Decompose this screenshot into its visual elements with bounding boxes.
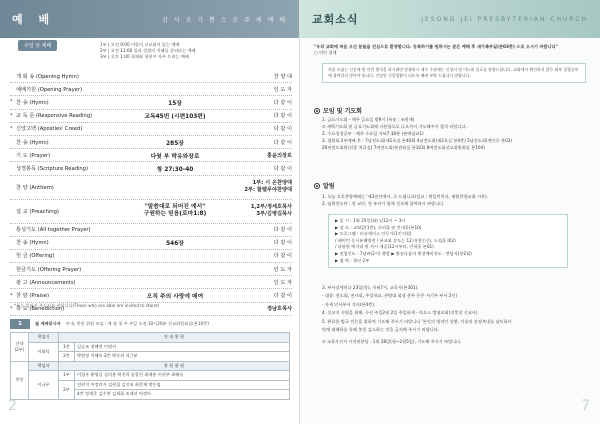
stand-marker: * [10,125,13,132]
info-line: / 다양한 먹거리 및 사시 제공(12시부터, 안내홀 본01) [335,244,434,250]
order-row [10,110,292,123]
order-detail: 다윗 부 박유와장로 [150,153,200,160]
page-number: 7 [581,398,590,414]
sermon-title [120,204,230,218]
column-header: 책임자 [29,361,59,371]
info-line: ▶ 전업인도 : 7남바(2시) 출발 ▶ 방송다음의 출장예비진도 : 봉담자(본2회) [335,250,472,256]
members-cell: 전현석 이정미자 김현집 김인조 최문재 박동임 [75,380,290,390]
list-item: 3. 부서장세미나 23일(목), 저녁7시, 교목사(본301). [322,285,419,290]
order-row [10,289,292,302]
order-item: 찬 양 (Anthem) [16,184,54,191]
order-row [10,276,292,289]
page-number: 2 [8,398,17,414]
column-header: 안 내 위 원 [59,333,290,343]
list-item: 2. 수요성경공부 - 매주 수요일 저녁7:30분 (본에임교1) [322,131,424,136]
order-row [10,149,292,162]
list-item: ⊙ 교육자선서 시작된본당 - 1월 28일(월~2월5일), 기도해 주시기 바랍니다. [322,339,462,345]
meetings-title: 모임 및 기도회 [323,108,362,115]
order-row [10,263,292,276]
service-time: 3부 | 오후 1:00 형제와 청년이 자주 드리는 예배 [100,54,189,60]
order-leader: 다 같 이 [273,113,292,120]
order-item: 찬 양 (Praise) [16,293,50,300]
stand-marker: * [10,112,13,119]
more-notices-list [322,284,594,347]
meetings-list [322,116,594,151]
order-detail: 546장 [166,241,184,248]
part-cell: 1부 [59,371,75,381]
order-item: 축 도 (Benediction) [16,306,65,313]
list-item: - 자세 인사부서 석사(본4층). [322,301,376,307]
stand-marker: * [10,292,13,299]
leader-cell: 이화덕 [29,342,59,361]
notices-list [322,193,594,207]
table-row [11,371,290,381]
right-header-title: 교회소식 [312,13,359,26]
stand-marker: * [10,99,13,106]
newcomer-guide-box: 처음 오셨는 신분께 및 이민 출석을 하시려면 말씀하시 제주 주관에는 신청서 및 이드된 물료를 말씀드립니다. 교회에서 확인하지 않은 외부 성경공부에 참여하지 말아야 합니다. 건강한 신앙생활이 되도록 배려 부탁 드립니다 말씀니다. [322,63,586,83]
info-line: / 페이턴 동시유해방전 / 분교회 상도는 12시(전동신), 드림홀 II(2) [335,237,456,243]
order-item: 찬 송 (Hymn) [16,99,49,106]
anthem-choirs [244,180,292,194]
order-leader: 인 도 자 [273,86,292,93]
order-item: 신앙고백 (Apostles' Creed) [16,126,83,133]
meetings-heading [314,106,362,115]
order-row [10,250,292,263]
order-row [10,83,292,96]
sermon-title-line: "말씀대로 되어진 예서" [144,204,206,210]
welcome-subheading: ○ 어딘 경계 [314,50,337,55]
service-times [100,42,196,61]
order-item: 설 교 (Preaching) [16,208,59,215]
list-item: 4. 신교지 지원을 위해, 수선 주일2월 2일 주일하게 - 라오스 캠핑교회(전후당 신교사). [322,310,479,316]
members-cell: 김승조 정혜연 이명지 [75,342,290,352]
service-time: 1부 | 오전 9:00 이랑의 선교회이 있는 예배 [100,42,180,47]
order-leader: 정남호목사 [266,306,292,313]
order-detail: 창 27:30-40 [156,166,194,173]
bullet-icon [314,183,320,189]
order-detail: 15장 [168,100,182,107]
order-leader: 찬 양 대 [273,73,292,80]
row-label: 안내 (2부) [11,333,29,362]
order-leader: 홍윤의장로 [266,152,292,159]
list-item: 5. 완료한 범국 언론을 위하여 기도해 주시기 바랍니다 '본인의 영적인 상황, 이웃과 관장보내를 남도하사 [322,318,512,324]
order-row [10,224,292,237]
preacher-2: 3부/김병길목사 [256,211,292,217]
order-item: 헌 금 (Offering) [16,253,55,260]
volunteer-table [10,332,290,400]
order-leader: 다 같 이 [273,293,292,300]
notices-heading [314,181,335,190]
order-item: 찬 송 (Hymn) [16,139,49,146]
leader-cell: 이규우 [29,371,59,400]
order-of-worship [10,70,292,316]
list-item: ⊙ 새벽기도회 및 금요기도회에 사용합으로 나오셔서 기도해주시 참석 바랍니다. [322,124,467,129]
choir-2: 2부: 할렐루야찬양대 [244,187,292,193]
order-item: 교 독 문 (Responsive Reading) [16,113,93,120]
info-line: ▶ 프로그램 : 티슈케이스 안동가(1인지원) [335,231,412,237]
order-item: 개 회 송 (Opening Hymn) [16,73,79,80]
section-label: 월 예배봉사자 [35,321,61,326]
order-row [10,96,292,109]
welcome-text: "우리 교회에 처음 오신 분들을 진심으로 환영합니다. 등록하기를 원하시는 분은 예배 후 새가족부실(본03층) 으로 오시기 바랍니다" [314,44,558,49]
order-detail: 교독45번 (시편103편) [144,114,206,121]
order-item: 광 고 (Announcements) [16,279,76,286]
event-info-box [328,214,568,268]
notices-title: 알림 [323,183,335,190]
list-item: 3. 철원회 2부예배 후 - 7남전도회(제1호실 본403) 4남전도회(제2호실 본4층) 5남전도회(앤간중 본03) [322,138,513,143]
order-row [10,123,292,136]
info-line: ▶ 협 력 : 청년 2부 [335,257,370,263]
worship-label: 주일 낮 예배 [18,40,57,51]
order-item: 찬 송 (Hymn) [16,240,49,247]
stand-marker: * [10,305,13,312]
right-header [300,0,600,38]
left-header [0,0,299,38]
part-cell: 2부 [59,380,75,399]
order-row [10,136,292,149]
right-header-subtitle: JESONG JEI PRESBYTERIAN CHURCH [421,15,588,23]
order-leader: 다 같 이 [273,139,292,146]
list-item: 2. 임원전도단 : 전 교인, 전 부서가 함께 전도에 참여하시 바랍니다 [322,201,444,206]
volunteers-section-header [10,319,209,329]
order-row [10,70,292,83]
order-item: 성경봉독 (Scripture Reading) [16,165,88,172]
right-page [300,0,600,424]
order-leader: 다 같 이 [273,253,292,260]
order-detail: 오직 주의 사랑에 매여 [146,294,204,301]
left-header-title: 예 배 [12,13,56,26]
order-leader: 다 같 이 [273,165,292,172]
section-description: 안내, 봉헌 위원 모임 : 매 월 첫 주 주일 오전 10시20분 선교위원회실(본10층) [65,321,209,326]
order-leader: 다 같 이 [273,227,292,234]
order-item: 기 도 (Prayer) [16,152,51,159]
order-leader: 인 도 자 [273,266,292,273]
order-item: 예배기원 (Opening Prayer) [16,86,83,93]
order-row [10,237,292,250]
list-item: - 대상: 전도회, 권사회, 주일학교, 찬양대 회장 총무 등은 서기주 부서 2인) [322,293,458,299]
stand-note: *표는 일어서 주십시오 바랍니다(Those who are able are invited to stand) [14,303,160,308]
list-item: 단계 대해하를 통해 봉헌 감소하는 것을 금지해 주시기 바랍니다. [322,327,440,333]
info-line: ▶ 장 소 : 교회앞(1층), 로비홀 및 안내홀(본10) [335,224,422,230]
row-label: 봉헌 [11,361,29,399]
order-leader: 다 같 이 [273,99,292,106]
members-cell: 박원정 이혜옥 3층 박숙희 석근분 [75,352,290,362]
team-cell: 2층 [59,352,75,362]
members-cell: 4층 정재준 김수봉 김세화 조재선 허정아 [75,390,290,400]
table-row [11,342,290,352]
info-line: ▶ 일 시 : 1월 25일(화) 낮12시 ~ 3시 [335,218,406,223]
left-header-subtitle: 감 사 로 기 쁨 으 로 주 께 예 배 [162,16,287,24]
sermon-row [10,200,292,224]
anthem-row [10,176,292,200]
service-time: 2부 | 오전 11:00 일과 성령의 지혜를 살피라는 예배 [100,48,196,54]
welcome-intro [314,44,592,56]
order-item: 통성기도 (All together Prayer) [16,227,91,234]
bullet-icon [314,108,320,114]
order-leader: 다 같 이 [273,126,292,133]
list-item: 1. 금요기도회 - 매주 금요일 밤9시 (특송 : 조원재) [322,117,415,122]
section-number: 1 [10,319,30,329]
sermon-preachers [251,204,292,218]
order-item: 헌금기도 (Offering Prayer) [16,266,82,273]
choir-1: 1부: 시 온찬양대 [252,180,292,186]
order-leader: 인 도 자 [273,279,292,286]
sermon-scripture: 구원하는 믿음(로마1:8) [143,211,207,217]
order-leader: 다 같 이 [273,240,292,247]
order-detail: 285장 [166,140,184,147]
list-item: 1. 오늘 오후찬양예배는 '제3전선에서, 로 드립니다(설교 : 박일린목사, 명원찬양교회 시무). [322,194,488,199]
list-item: 20년전도회원(선종 치료실) 7여전도회(본관회실 본103) 8여전도회선교위원회실 본104) [322,145,485,150]
order-row [10,162,292,175]
preacher-1: 1,2부/정세호목사 [250,204,292,210]
column-header: 책임자 [29,333,59,343]
members-cell: 이철우 황영길 김미용 박진희 송종진 최재홍 이현주 최혜숙 [75,371,290,381]
team-cell: 1층 [59,342,75,352]
column-header: 봉 헌 위 원 [59,361,290,371]
